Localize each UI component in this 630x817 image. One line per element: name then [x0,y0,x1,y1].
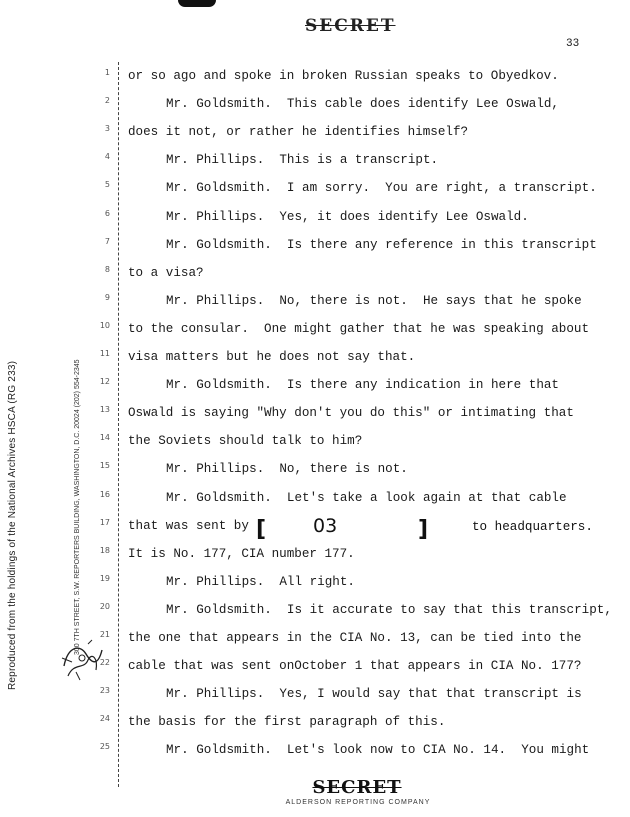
line-text: Mr. Phillips. No, there is not. [166,462,408,476]
line-text: visa matters but he does not say that. [128,350,416,364]
line-text: Mr. Phillips. This is a transcript. [166,153,439,167]
line-number: 19 [99,574,110,583]
transcript-line [96,122,616,142]
transcript-line [96,431,616,451]
transcript-line [96,740,616,760]
line-number: 1 [104,68,110,77]
line-text: to a visa? [128,266,204,280]
line-number: 3 [104,124,110,133]
transcript-line [96,150,616,170]
line-number: 5 [104,180,110,189]
line-text: Mr. Phillips. Yes, it does identify Lee Oswald. [166,210,529,224]
line-number: 9 [104,293,110,302]
transcript-line [96,403,616,423]
line-text: to the consular. One might gather that he was speaking about [128,322,590,336]
transcript-line [96,572,616,592]
line-text: Mr. Phillips. No, there is not. He says that he spoke [166,294,582,308]
line-number: 21 [99,630,110,639]
line-number: 8 [104,265,110,274]
line-text: It is No. 177, CIA number 177. [128,547,355,561]
line-text: that was sent by [128,519,249,533]
transcript-line [96,656,616,676]
margin-doodle-icon [58,636,106,682]
line-number: 24 [99,714,110,723]
line-number: 2 [104,96,110,105]
line-number: 12 [99,377,110,386]
line-text: Mr. Goldsmith. Let's look now to CIA No. 14. You might [166,743,590,757]
transcript-line [96,178,616,198]
transcript-line [96,684,616,704]
margin-rule [118,62,119,787]
redaction-open-bracket: [ [256,517,267,542]
transcript-line [96,600,616,620]
line-text: Mr. Goldsmith. Is it accurate to say that this transcript, [166,603,612,617]
line-number: 15 [99,461,110,470]
transcript-line [96,488,616,508]
line-text: cable that was sent onOctober 1 that appears in CIA No. 177? [128,659,582,673]
reporter-address-text: 300 7TH STREET, S.W. REPORTERS BUILDING, WASHINGTON, D.C. 20024 (202) 554-2345 [74,359,81,655]
footer-company: ALDERSON REPORTING COMPANY [285,799,431,806]
transcript-line [96,235,616,255]
line-number: 23 [99,686,110,695]
redaction-close-bracket: ] [418,517,429,542]
page-number: 33 [566,38,580,50]
transcript-line [96,263,616,283]
line-number: 13 [99,405,110,414]
footer-secret-stamp: SECRET [312,777,402,798]
line-text: the one that appears in the CIA No. 13, can be tied into the [128,631,582,645]
line-number: 25 [99,742,110,751]
redaction-tail: to headquarters. [472,520,593,534]
line-number: 10 [99,321,110,330]
line-text: Mr. Goldsmith. This cable does identify Lee Oswald, [166,97,559,111]
reporter-address [72,0,88,817]
line-number: 20 [99,602,110,611]
line-number: 4 [104,152,110,161]
line-number: 11 [99,349,110,358]
transcript-line [96,712,616,732]
ink-blot [178,0,216,7]
transcript-line [96,66,616,86]
line-number: 16 [99,490,110,499]
line-text: or so ago and spoke in broken Russian speaks to Obyedkov. [128,69,559,83]
line-number: 22 [99,658,110,667]
line-text: the Soviets should talk to him? [128,434,363,448]
transcript-line [96,319,616,339]
line-number: 18 [99,546,110,555]
line-text: Mr. Goldsmith. I am sorry. You are right, a transcript. [166,181,597,195]
archive-notice-text: Reproduced from the holdings of the National Archives HSCA (RG 233) [7,360,18,690]
line-text: Mr. Phillips. Yes, I would say that that transcript is [166,687,582,701]
line-number: 14 [99,433,110,442]
redaction-code: 03 [313,515,338,537]
transcript-line [96,544,616,564]
archive-notice [0,0,18,817]
line-number: 17 [99,518,110,527]
transcript-line [96,347,616,367]
header-secret-stamp: SECRET [305,16,396,36]
line-number: 7 [104,237,110,246]
transcript-line [96,375,616,395]
line-number: 6 [104,209,110,218]
line-text: Mr. Goldsmith. Is there any reference in this transcript [166,238,597,252]
line-text: Mr. Goldsmith. Let's take a look again at that cable [166,491,567,505]
transcript-line [96,291,616,311]
transcript-line [96,94,616,114]
line-text: Mr. Goldsmith. Is there any indication in here that [166,378,559,392]
transcript-line [96,628,616,648]
line-text: Mr. Phillips. All right. [166,575,355,589]
transcript-line [96,207,616,227]
line-text: Oswald is saying "Why don't you do this" or intimating that [128,406,574,420]
line-text: the basis for the first paragraph of this. [128,715,446,729]
transcript-line [96,459,616,479]
line-text: does it not, or rather he identifies himself? [128,125,469,139]
